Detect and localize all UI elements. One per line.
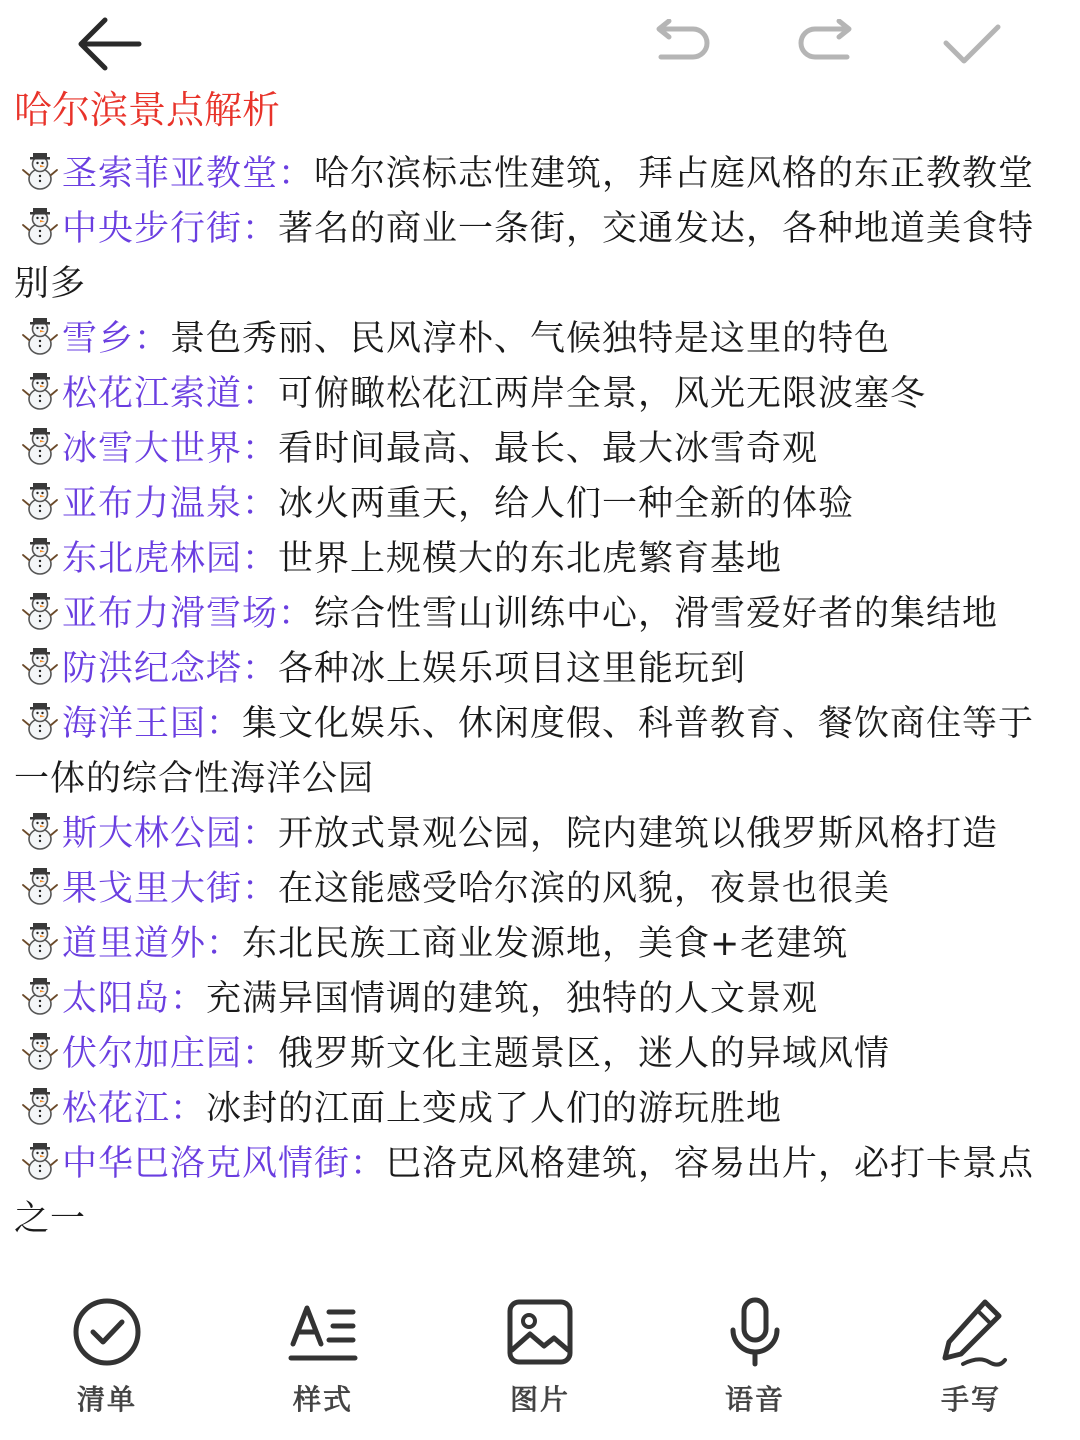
list-item xyxy=(14,1027,1044,1082)
check-icon xyxy=(940,19,1004,69)
attraction-separator: ： xyxy=(134,319,171,359)
back-button[interactable] xyxy=(68,8,148,80)
list-item xyxy=(14,477,1044,532)
list-item xyxy=(14,972,1044,1027)
attraction-name: 松花江索道 xyxy=(62,374,243,414)
attraction-name: 中央步行街 xyxy=(62,209,243,249)
attraction-separator: ： xyxy=(350,1144,387,1184)
note-title[interactable]: 哈尔滨景点解析 xyxy=(14,88,281,132)
undo-icon xyxy=(647,19,717,69)
list-item xyxy=(14,422,1044,477)
undo-button[interactable] xyxy=(642,8,722,80)
redo-button[interactable] xyxy=(786,8,866,80)
snowman-icon xyxy=(20,371,60,411)
snowman-icon xyxy=(20,976,60,1016)
attraction-separator: ： xyxy=(242,869,279,909)
snowman-icon xyxy=(20,1031,60,1071)
snowman-icon xyxy=(20,151,60,191)
list-item xyxy=(14,697,1044,807)
microphone-icon xyxy=(717,1294,793,1370)
attraction-description: 综合性雪山训练中心，滑雪爱好者的集结地 xyxy=(314,594,999,634)
list-item xyxy=(14,917,1044,972)
attraction-name: 亚布力滑雪场 xyxy=(62,594,279,634)
attraction-description: 各种冰上娱乐项目这里能玩到 xyxy=(278,649,747,689)
voice-label: 语音 xyxy=(724,1383,785,1416)
attraction-name: 冰雪大世界 xyxy=(62,429,243,469)
snowman-icon xyxy=(20,866,60,906)
snowman-icon xyxy=(20,426,60,466)
list-item xyxy=(14,1137,1044,1247)
attraction-separator: ： xyxy=(242,814,279,854)
image-icon xyxy=(502,1294,578,1370)
attraction-separator: ： xyxy=(278,154,315,194)
snowman-icon xyxy=(20,591,60,631)
snowman-icon xyxy=(20,921,60,961)
attraction-description: 哈尔滨标志性建筑，拜占庭风格的东正教教堂 xyxy=(314,154,1035,194)
attraction-description: 可俯瞰松花江两岸全景，风光无限波塞冬 xyxy=(278,374,927,414)
attraction-name: 东北虎林园 xyxy=(62,539,243,579)
attraction-name: 海洋王国 xyxy=(62,704,207,744)
handwriting-button[interactable] xyxy=(906,1294,1036,1434)
attraction-separator: ： xyxy=(242,484,279,524)
snowman-icon xyxy=(20,206,60,246)
attraction-description: 巴洛克风格建筑，容易出片，必打卡景点之一 xyxy=(14,1144,1035,1239)
attraction-name: 圣索菲亚教堂 xyxy=(62,154,279,194)
snowman-icon xyxy=(20,701,60,741)
attraction-name: 伏尔加庄园 xyxy=(62,1034,243,1074)
snowman-icon xyxy=(20,646,60,686)
attraction-separator: ： xyxy=(170,1089,207,1129)
attraction-description: 开放式景观公园，院内建筑以俄罗斯风格打造 xyxy=(278,814,999,854)
snowman-icon xyxy=(20,1141,60,1181)
attraction-list xyxy=(14,147,1044,1247)
note-content[interactable] xyxy=(14,82,1044,1247)
attraction-description: 冰封的江面上变成了人们的游玩胜地 xyxy=(206,1089,783,1129)
image-button[interactable] xyxy=(475,1294,605,1434)
list-item xyxy=(14,532,1044,587)
attraction-name: 松花江 xyxy=(62,1089,171,1129)
attraction-separator: ： xyxy=(242,1034,279,1074)
snowman-icon xyxy=(20,811,60,851)
attraction-description: 充满异国情调的建筑，独特的人文景观 xyxy=(206,979,819,1019)
attraction-description: 东北民族工商业发源地，美食+老建筑 xyxy=(242,924,849,964)
attraction-separator: ： xyxy=(170,979,207,1019)
list-item xyxy=(14,1082,1044,1137)
checklist-icon xyxy=(69,1294,145,1370)
handwriting-label: 手写 xyxy=(940,1383,1001,1416)
attraction-name: 防洪纪念塔 xyxy=(62,649,243,689)
list-item xyxy=(14,367,1044,422)
image-label: 图片 xyxy=(509,1383,570,1416)
list-item xyxy=(14,807,1044,862)
arrow-left-icon xyxy=(73,14,143,74)
text-style-icon xyxy=(285,1294,361,1370)
attraction-name: 果戈里大街 xyxy=(62,869,243,909)
attraction-separator: ： xyxy=(242,649,279,689)
attraction-description: 看时间最高、最长、最大冰雪奇观 xyxy=(278,429,819,469)
attraction-name: 斯大林公园 xyxy=(62,814,243,854)
list-item xyxy=(14,312,1044,367)
checklist-button[interactable] xyxy=(42,1294,172,1434)
list-item xyxy=(14,862,1044,917)
redo-icon xyxy=(791,19,861,69)
voice-button[interactable] xyxy=(690,1294,820,1434)
checklist-label: 清单 xyxy=(76,1383,137,1416)
top-toolbar xyxy=(0,0,1080,86)
attraction-description: 俄罗斯文化主题景区，迷人的异域风情 xyxy=(278,1034,891,1074)
attraction-separator: ： xyxy=(206,924,243,964)
attraction-description: 集文化娱乐、休闲度假、科普教育、餐饮商住等于一体的综合性海洋公园 xyxy=(14,704,1035,799)
snowman-icon xyxy=(20,536,60,576)
list-item xyxy=(14,147,1044,202)
confirm-button[interactable] xyxy=(932,8,1012,80)
attraction-separator: ： xyxy=(242,429,279,469)
text-style-button[interactable] xyxy=(258,1294,388,1434)
attraction-name: 中华巴洛克风情街 xyxy=(62,1144,351,1184)
attraction-separator: ： xyxy=(242,374,279,414)
attraction-description: 在这能感受哈尔滨的风貌，夜景也很美 xyxy=(278,869,891,909)
attraction-description: 世界上规模大的东北虎繁育基地 xyxy=(278,539,783,579)
pen-icon xyxy=(933,1294,1009,1370)
attraction-name: 雪乡 xyxy=(62,319,135,359)
attraction-description: 景色秀丽、民风淳朴、气候独特是这里的特色 xyxy=(170,319,891,359)
attraction-name: 亚布力温泉 xyxy=(62,484,243,524)
list-item xyxy=(14,587,1044,642)
snowman-icon xyxy=(20,1086,60,1126)
attraction-separator: ： xyxy=(278,594,315,634)
attraction-name: 道里道外 xyxy=(62,924,207,964)
text-style-label: 样式 xyxy=(292,1383,353,1416)
attraction-separator: ： xyxy=(242,539,279,579)
list-item xyxy=(14,642,1044,697)
snowman-icon xyxy=(20,481,60,521)
attraction-separator: ： xyxy=(242,209,279,249)
bottom-toolbar xyxy=(0,1292,1080,1440)
attraction-name: 太阳岛 xyxy=(62,979,171,1019)
list-item xyxy=(14,202,1044,312)
attraction-description: 冰火两重天，给人们一种全新的体验 xyxy=(278,484,855,524)
snowman-icon xyxy=(20,316,60,356)
attraction-description: 著名的商业一条街，交通发达，各种地道美食特别多 xyxy=(14,209,1035,304)
attraction-separator: ： xyxy=(206,704,243,744)
